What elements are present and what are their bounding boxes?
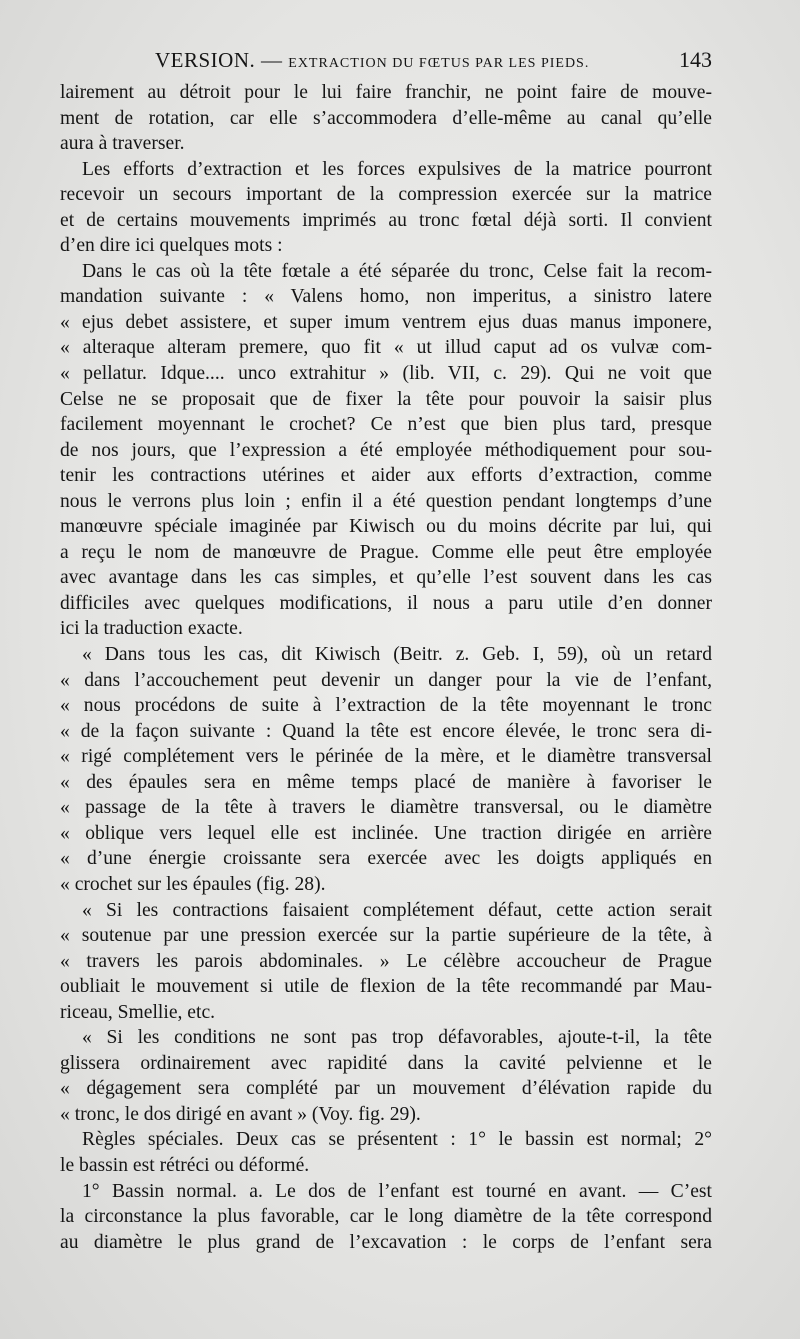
text-line: recevoir un secours important de la compression exercée sur la matrice — [60, 184, 712, 206]
text-line: facilement moyennant le crochet? Ce n’est que bien plus tard, presque — [60, 414, 712, 436]
text-line: difficiles avec quelques modifications, il nous a paru utile d’en donner — [60, 592, 712, 614]
text-line: « des épaules sera en même temps placé de manière à favoriser le — [60, 771, 712, 793]
text-line: mandation suivante : « Valens homo, non imperitus, a sinistro latere — [60, 286, 712, 308]
text-line: glissera ordinairement avec rapidité dans la cavité pelvienne et le — [60, 1052, 712, 1074]
text-line: la circonstance la plus favorable, car le long diamètre de la tête correspond — [60, 1206, 712, 1228]
text-line: « d’une énergie croissante sera exercée avec les doigts appliqués en — [60, 848, 712, 870]
text-line: ici la traduction exacte. — [60, 618, 243, 640]
header-title-lead: VERSION. — [155, 48, 256, 72]
text-line: « passage de la tête à travers le diamètre transversal, ou le diamètre — [60, 797, 712, 819]
text-line: Dans le cas où la tête fœtale a été séparée du tronc, Celse fait la recom- — [82, 260, 712, 282]
header-title-rest: EXTRACTION DU FŒTUS PAR LES PIEDS. — [288, 56, 590, 71]
text-line: « Si les conditions ne sont pas trop défavorables, ajoute-t-il, la tête — [82, 1027, 712, 1049]
text-line: a reçu le nom de manœuvre de Prague. Comme elle peut être employée — [60, 541, 712, 563]
text-line: « nous procédons de suite à l’extraction de la tête moyennant le tronc — [60, 695, 712, 717]
text-line: le bassin est rétréci ou déformé. — [60, 1154, 310, 1176]
text-line: Celse ne se proposait que de fixer la tête pour pouvoir la saisir plus — [60, 388, 712, 410]
text-line: Règles spéciales. Deux cas se présentent : 1° le bassin est normal; 2° — [82, 1129, 712, 1151]
page-number: 143 — [679, 47, 712, 72]
header-title — [155, 44, 589, 80]
text-line: Les efforts d’extraction et les forces expulsives de la matrice pourront — [82, 158, 712, 180]
text-line: « crochet sur les épaules (fig. 28). — [60, 873, 326, 895]
text-line: lairement au détroit pour le lui faire franchir, ne point faire de mouve- — [60, 82, 712, 103]
running-header — [60, 44, 712, 76]
text-line: « rigé complétement vers le périnée de la mère, et le diamètre transversal — [60, 746, 712, 768]
text-line: riceau, Smellie, etc. — [60, 1001, 216, 1023]
text-line: « dégagement sera complété par un mouvement d’élévation rapide du — [60, 1078, 712, 1100]
text-line: « oblique vers lequel elle est inclinée. Une traction dirigée en arrière — [60, 822, 712, 844]
text-line: tenir les contractions utérines et aider aux efforts d’extraction, comme — [60, 465, 712, 487]
page-body — [60, 80, 712, 1255]
text-line: 1° Bassin normal. a. Le dos de l’enfant est tourné en avant. — C’est — [82, 1180, 712, 1202]
text-line: « soutenue par une pression exercée sur la partie supérieure de la tête, à — [60, 925, 712, 947]
text-line: nous le verrons plus loin ; enfin il a été question pendant longtemps d’une — [60, 490, 712, 512]
text-line: « ejus debet assistere, et super imum ventrem ejus duas manus imponere, — [60, 311, 712, 333]
text-line: « de la façon suivante : Quand la tête est encore élevée, le tronc sera di- — [60, 720, 712, 742]
text-line: « dans l’accouchement peut devenir un danger pour la vie de l’enfant, — [60, 669, 712, 691]
text-line: et de certains mouvements imprimés au tronc fœtal déjà sorti. Il convient — [60, 209, 712, 231]
text-line: « pellatur. Idque.... unco extrahitur » (lib. VII, c. 29). Qui ne voit que — [60, 363, 712, 385]
text-line: oubliait le mouvement si utile de flexion de la tête recommandé par Mau- — [60, 976, 712, 998]
text-line: avec avantage dans les cas simples, et qu’elle l’est souvent dans les cas — [60, 567, 712, 589]
header-dash: — — [261, 48, 283, 72]
text-line: « alteraque alteram premere, quo fit « ut illud caput ad os vulvæ com- — [60, 337, 712, 359]
text-line: aura à traverser. — [60, 133, 185, 155]
text-line: manœuvre spéciale imaginée par Kiwisch ou du moins décrite par lui, qui — [60, 516, 712, 538]
text-line: « travers les parois abdominales. » Le célèbre accoucheur de Prague — [60, 950, 712, 972]
text-line: « Si les contractions faisaient complétement défaut, cette action serait — [82, 899, 712, 921]
text-line: « Dans tous les cas, dit Kiwisch (Beitr. z. Geb. I, 59), où un retard — [82, 644, 712, 666]
text-line: de nos jours, que l’expression a été employée méthodiquement pour sou- — [60, 439, 712, 461]
text-line: « tronc, le dos dirigé en avant » (Voy. fig. 29). — [60, 1103, 421, 1125]
text-line: au diamètre le plus grand de l’excavation : le corps de l’enfant sera — [60, 1231, 712, 1253]
text-line: d’en dire ici quelques mots : — [60, 235, 283, 257]
text-line: ment de rotation, car elle s’accommodera d’elle-même au canal qu’elle — [60, 107, 712, 129]
